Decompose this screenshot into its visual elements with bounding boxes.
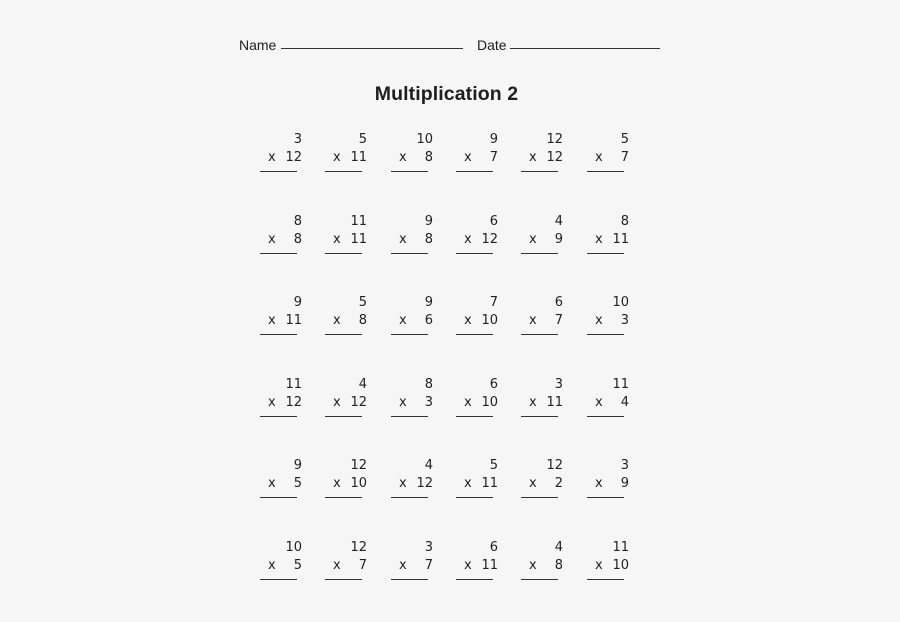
multiplicand: 4	[358, 377, 367, 392]
multiplicand: 9	[489, 132, 498, 147]
multiplicand: 8	[424, 377, 433, 392]
multiplicand: 10	[416, 132, 433, 147]
answer-line[interactable]	[391, 416, 428, 417]
problem-5-5	[519, 457, 565, 503]
multiply-sign: x	[399, 150, 407, 165]
multiplier: 10	[481, 395, 498, 410]
multiplicand: 9	[424, 214, 433, 229]
answer-line[interactable]	[521, 497, 558, 498]
multiply-sign: x	[464, 558, 472, 573]
multiply-sign: x	[529, 476, 537, 491]
answer-line[interactable]	[325, 416, 362, 417]
problem-3-4	[454, 294, 500, 340]
multiplicand: 7	[489, 295, 498, 310]
date-field[interactable]	[477, 37, 507, 53]
multiplicand: 11	[285, 377, 302, 392]
answer-line[interactable]	[587, 171, 624, 172]
multiplicand: 9	[293, 458, 302, 473]
multiply-sign: x	[268, 313, 276, 328]
answer-line[interactable]	[260, 253, 297, 254]
multiplier: 8	[293, 232, 302, 247]
name-blank-line[interactable]	[281, 48, 463, 49]
problem-4-2	[323, 376, 369, 422]
multiplier: 7	[424, 558, 433, 573]
multiply-sign: x	[595, 232, 603, 247]
multiplier: 11	[546, 395, 563, 410]
multiply-sign: x	[464, 476, 472, 491]
multiplicand: 4	[424, 458, 433, 473]
problem-6-2	[323, 539, 369, 585]
multiplier: 12	[481, 232, 498, 247]
multiply-sign: x	[333, 232, 341, 247]
multiply-sign: x	[464, 150, 472, 165]
multiplicand: 11	[612, 540, 629, 555]
multiply-sign: x	[595, 313, 603, 328]
multiplier: 12	[416, 476, 433, 491]
multiplier: 11	[285, 313, 302, 328]
multiplicand: 8	[293, 214, 302, 229]
multiplier: 5	[293, 558, 302, 573]
answer-line[interactable]	[521, 171, 558, 172]
multiply-sign: x	[529, 232, 537, 247]
problem-2-6	[585, 213, 631, 259]
problem-5-2	[323, 457, 369, 503]
multiplier: 4	[620, 395, 629, 410]
answer-line[interactable]	[325, 334, 362, 335]
multiplier: 3	[424, 395, 433, 410]
multiply-sign: x	[268, 476, 276, 491]
problem-4-1	[258, 376, 304, 422]
answer-line[interactable]	[587, 253, 624, 254]
multiplicand: 5	[358, 295, 367, 310]
multiplicand: 6	[489, 377, 498, 392]
multiplier: 7	[554, 313, 563, 328]
multiply-sign: x	[399, 232, 407, 247]
name-field[interactable]	[239, 37, 276, 53]
multiplicand: 12	[350, 458, 367, 473]
multiplier: 12	[350, 395, 367, 410]
problem-3-1	[258, 294, 304, 340]
problem-1-6	[585, 131, 631, 177]
answer-line[interactable]	[325, 171, 362, 172]
multiplier: 12	[546, 150, 563, 165]
multiply-sign: x	[529, 313, 537, 328]
multiplicand: 6	[489, 540, 498, 555]
problem-6-6	[585, 539, 631, 585]
problem-2-5	[519, 213, 565, 259]
problem-6-3	[389, 539, 435, 585]
multiply-sign: x	[464, 313, 472, 328]
multiply-sign: x	[333, 150, 341, 165]
name-label: Name	[239, 37, 277, 53]
problem-3-2	[323, 294, 369, 340]
multiplicand: 11	[350, 214, 367, 229]
multiply-sign: x	[529, 150, 537, 165]
answer-line[interactable]	[391, 253, 428, 254]
problem-1-4	[454, 131, 500, 177]
multiplicand: 4	[554, 540, 563, 555]
problem-2-4	[454, 213, 500, 259]
multiply-sign: x	[529, 558, 537, 573]
problem-4-4	[454, 376, 500, 422]
answer-line[interactable]	[521, 334, 558, 335]
answer-line[interactable]	[521, 579, 558, 580]
problem-2-2	[323, 213, 369, 259]
multiply-sign: x	[595, 150, 603, 165]
multiplicand: 12	[350, 540, 367, 555]
multiplicand: 5	[358, 132, 367, 147]
answer-line[interactable]	[260, 497, 297, 498]
answer-line[interactable]	[260, 579, 297, 580]
answer-line[interactable]	[325, 253, 362, 254]
multiplicand: 3	[554, 377, 563, 392]
answer-line[interactable]	[391, 497, 428, 498]
multiplier: 8	[554, 558, 563, 573]
answer-line[interactable]	[260, 334, 297, 335]
answer-line[interactable]	[587, 416, 624, 417]
multiplicand: 9	[424, 295, 433, 310]
answer-line[interactable]	[391, 579, 428, 580]
multiply-sign: x	[333, 313, 341, 328]
answer-line[interactable]	[456, 171, 493, 172]
multiply-sign: x	[333, 558, 341, 573]
answer-line[interactable]	[260, 416, 297, 417]
multiply-sign: x	[399, 476, 407, 491]
multiplier: 10	[481, 313, 498, 328]
multiplicand: 12	[546, 132, 563, 147]
multiplicand: 9	[293, 295, 302, 310]
date-blank-line[interactable]	[510, 48, 660, 49]
problem-5-1	[258, 457, 304, 503]
multiply-sign: x	[268, 558, 276, 573]
answer-line[interactable]	[587, 579, 624, 580]
multiplier: 11	[350, 150, 367, 165]
multiply-sign: x	[595, 558, 603, 573]
multiply-sign: x	[464, 395, 472, 410]
multiply-sign: x	[268, 395, 276, 410]
problem-5-4	[454, 457, 500, 503]
problem-5-3	[389, 457, 435, 503]
problem-3-5	[519, 294, 565, 340]
answer-line[interactable]	[456, 416, 493, 417]
multiplier: 12	[285, 150, 302, 165]
problem-1-1	[258, 131, 304, 177]
answer-line[interactable]	[587, 497, 624, 498]
multiplicand: 10	[612, 295, 629, 310]
answer-line[interactable]	[456, 334, 493, 335]
answer-line[interactable]	[456, 579, 493, 580]
problem-6-1	[258, 539, 304, 585]
multiplier: 8	[424, 232, 433, 247]
multiplier: 11	[481, 558, 498, 573]
problem-5-6	[585, 457, 631, 503]
problem-3-3	[389, 294, 435, 340]
multiply-sign: x	[595, 476, 603, 491]
multiplier: 12	[285, 395, 302, 410]
date-label: Date	[477, 37, 507, 53]
multiplicand: 6	[554, 295, 563, 310]
multiplier: 7	[620, 150, 629, 165]
multiplicand: 5	[620, 132, 629, 147]
answer-line[interactable]	[325, 497, 362, 498]
multiply-sign: x	[333, 476, 341, 491]
multiplier: 9	[554, 232, 563, 247]
answer-line[interactable]	[456, 497, 493, 498]
problem-3-6	[585, 294, 631, 340]
multiply-sign: x	[464, 232, 472, 247]
multiplicand: 3	[293, 132, 302, 147]
multiplier: 2	[554, 476, 563, 491]
multiplier: 7	[489, 150, 498, 165]
multiplicand: 10	[285, 540, 302, 555]
problem-4-5	[519, 376, 565, 422]
problem-1-3	[389, 131, 435, 177]
multiply-sign: x	[399, 395, 407, 410]
problem-6-4	[454, 539, 500, 585]
answer-line[interactable]	[391, 334, 428, 335]
multiplicand: 3	[620, 458, 629, 473]
multiplicand: 5	[489, 458, 498, 473]
answer-line[interactable]	[325, 579, 362, 580]
answer-line[interactable]	[521, 253, 558, 254]
multiply-sign: x	[595, 395, 603, 410]
answer-line[interactable]	[391, 171, 428, 172]
multiplier: 8	[358, 313, 367, 328]
answer-line[interactable]	[587, 334, 624, 335]
problem-4-6	[585, 376, 631, 422]
multiplicand: 11	[612, 377, 629, 392]
answer-line[interactable]	[260, 171, 297, 172]
problem-4-3	[389, 376, 435, 422]
multiplicand: 3	[424, 540, 433, 555]
answer-line[interactable]	[456, 253, 493, 254]
problem-1-2	[323, 131, 369, 177]
multiply-sign: x	[333, 395, 341, 410]
multiplicand: 6	[489, 214, 498, 229]
multiply-sign: x	[399, 313, 407, 328]
multiplier: 11	[350, 232, 367, 247]
multiplier: 3	[620, 313, 629, 328]
multiplier: 11	[481, 476, 498, 491]
multiplier: 10	[612, 558, 629, 573]
multiply-sign: x	[268, 150, 276, 165]
multiply-sign: x	[529, 395, 537, 410]
multiply-sign: x	[268, 232, 276, 247]
multiply-sign: x	[399, 558, 407, 573]
multiplier: 6	[424, 313, 433, 328]
multiplier: 9	[620, 476, 629, 491]
multiplier: 10	[350, 476, 367, 491]
multiplier: 11	[612, 232, 629, 247]
problem-2-3	[389, 213, 435, 259]
multiplicand: 4	[554, 214, 563, 229]
problem-grid	[258, 131, 638, 591]
multiplier: 8	[424, 150, 433, 165]
multiplicand: 8	[620, 214, 629, 229]
multiplier: 7	[358, 558, 367, 573]
multiplier: 5	[293, 476, 302, 491]
problem-1-5	[519, 131, 565, 177]
answer-line[interactable]	[521, 416, 558, 417]
worksheet-title: Multiplication 2	[374, 83, 519, 105]
problem-6-5	[519, 539, 565, 585]
multiplicand: 12	[546, 458, 563, 473]
problem-2-1	[258, 213, 304, 259]
